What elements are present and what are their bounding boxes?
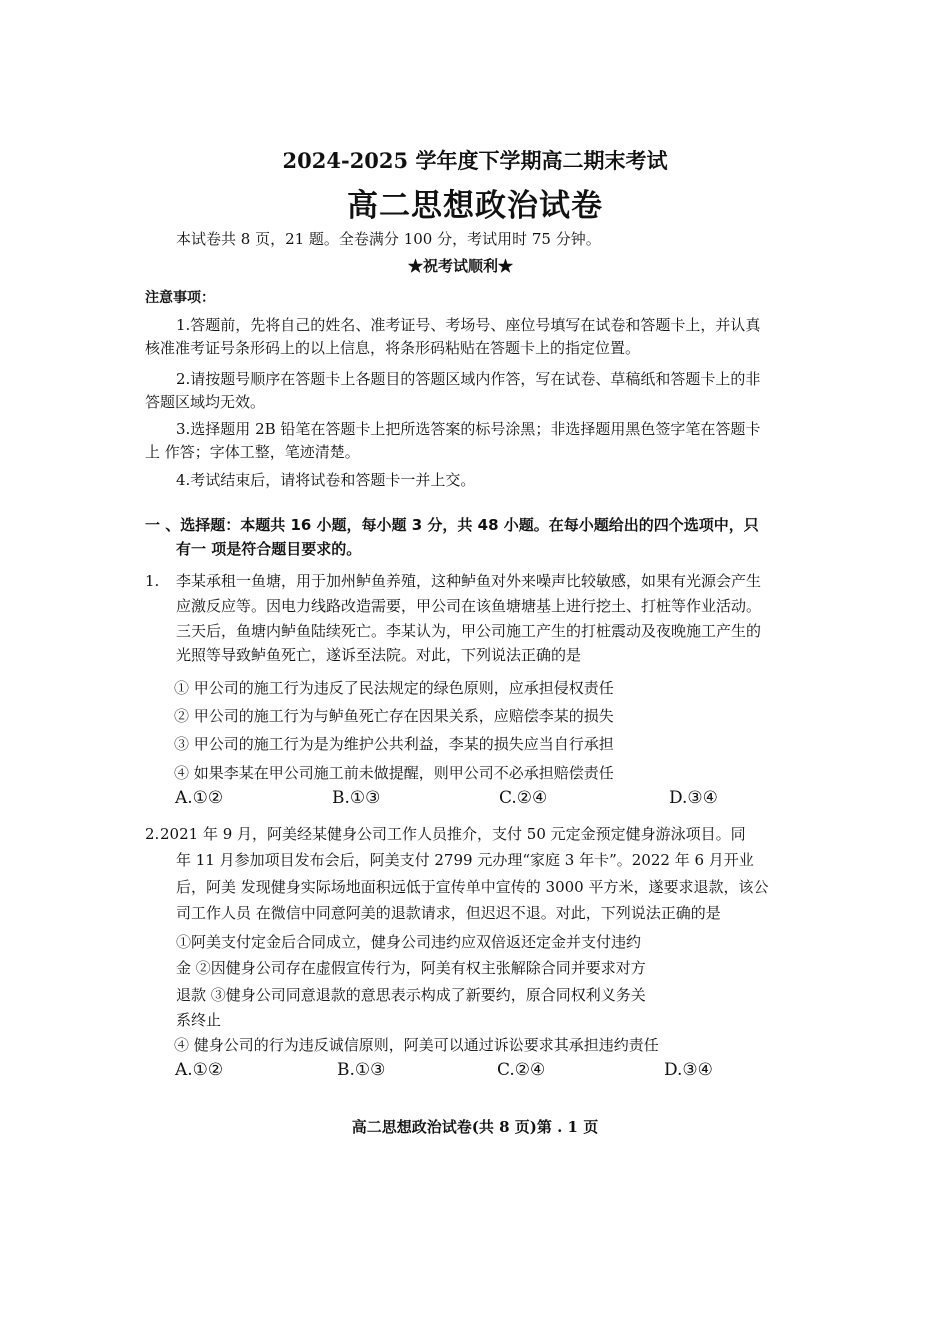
- notice-item-1-line-1: 1.答题前，先将自己的姓名、准考证号、考场号、座位号填写在试卷和答题卡上，并认真: [176, 316, 761, 334]
- section-heading-line-1: 一 、选择题：本题共 16 小题，每小题 3 分，共 48 小题。在每小题给出的四个选项中，只: [145, 516, 759, 534]
- question-2-stem-line-3: 后，阿美 发现健身实际场地面积远低于宣传单中宣传的 3000 平方米，遂要求退款，该公: [176, 878, 769, 896]
- notice-item-1-line-2: 核准准考证号条形码上的以上信息，将条形码粘贴在答题卡上的指定位置。: [145, 339, 641, 357]
- question-2-option-d: D.③④: [664, 1060, 713, 1080]
- exam-info: 本试卷共 8 页，21 题。全卷满分 100 分，考试用时 75 分钟。: [176, 230, 601, 248]
- notice-item-2-line-2: 答题区域均无效。: [145, 393, 266, 411]
- question-2-stem-line-1: 2.: [145, 825, 160, 843]
- question-1-option-d: D.③④: [669, 788, 718, 808]
- question-1-stem-line-3: 三天后，鱼塘内鲈鱼陆续死亡。李某认为，甲公司施工产生的打桩震动及夜晚施工产生的: [176, 622, 762, 640]
- question-2-statement-5: ④ 健身公司的行为违反诚信原则，阿美可以通过诉讼要求其承担违约责任: [174, 1036, 659, 1054]
- question-2-statement-4: 系终止: [176, 1011, 222, 1029]
- question-1-statement-4: ④ 如果李某在甲公司施工前未做提醒，则甲公司不必承担赔偿责任: [174, 764, 614, 782]
- question-1-statement-1: ① 甲公司的施工行为违反了民法规定的绿色原则，应承担侵权责任: [174, 679, 614, 697]
- question-1-number: 1.: [145, 572, 160, 590]
- question-1-statement-3: ③ 甲公司的施工行为是为维护公共利益，李某的损失应当自行承担: [174, 735, 614, 753]
- page-footer: 高二思想政治试卷(共 8 页)第 . 1 页: [351, 1118, 599, 1136]
- question-2-option-b: B.①③: [337, 1060, 386, 1080]
- question-2-option-c: C.②④: [497, 1060, 546, 1080]
- question-1-statement-2: ② 甲公司的施工行为与鲈鱼死亡存在因果关系，应赔偿李某的损失: [174, 707, 614, 725]
- question-1-stem-line-4: 光照等导致鲈鱼死亡，遂诉至法院。对此，下列说法正确的是: [176, 646, 582, 664]
- question-2-option-a: A.①②: [175, 1060, 224, 1080]
- exam-title: 2024-2025 学年度下学期高二期末考试: [282, 148, 668, 173]
- question-2-stem-line-2: 年 11 月参加项目发布会后，阿美支付 2799 元办理“家庭 3 年卡”。2022 年 6 月开业: [176, 851, 754, 869]
- question-1-stem-line-1: 李某承租一鱼塘，用于加州鲈鱼养殖，这种鲈鱼对外来噪声比较敏感，如果有光源会产生: [176, 572, 762, 590]
- question-2-stem-line-1-text: 2021 年 9 月，阿美经某健身公司工作人员推介，支付 50 元定金预定健身游泳项目。同: [160, 825, 746, 843]
- question-2-statement-3: 退款 ③健身公司同意退款的意思表示构成了新要约，原合同权利义务关: [176, 986, 646, 1004]
- question-2-statement-1: ①阿美支付定金后合同成立，健身公司违约应双倍返还定金并支付违约: [176, 933, 642, 951]
- notice-item-3-line-2: 上 作答；字体工整，笔迹清楚。: [145, 443, 360, 461]
- notice-heading: 注意事项：: [145, 290, 215, 306]
- question-2-stem-line-4: 司工作人员 在微信中同意阿美的退款请求，但迟迟不退。对此，下列说法正确的是: [176, 904, 721, 922]
- section-heading-line-2: 有一 项是符合题目要求的。: [176, 540, 362, 558]
- exam-wish: ★祝考试顺利★: [408, 257, 514, 275]
- question-1-option-c: C.②④: [499, 788, 548, 808]
- question-1-option-b: B.①③: [332, 788, 381, 808]
- question-1-option-a: A.①②: [175, 788, 224, 808]
- notice-item-2-line-1: 2.请按题号顺序在答题卡上各题目的答题区域内作答，写在试卷、草稿纸和答题卡上的非: [176, 370, 761, 388]
- exam-subtitle: 高二思想政治试卷: [347, 188, 603, 224]
- question-2-statement-2: 金 ②因健身公司存在虚假宣传行为，阿美有权主张解除合同并要求对方: [176, 959, 646, 977]
- notice-item-4: 4.考试结束后，请将试卷和答题卡一并上交。: [176, 471, 476, 489]
- question-1-stem-line-2: 应激反应等。因电力线路改造需要，甲公司在该鱼塘塘基上进行挖土、打桩等作业活动。: [176, 597, 762, 615]
- notice-item-3-line-1: 3.选择题用 2B 铅笔在答题卡上把所选答案的标号涂黑；非选择题用黑色签字笔在答题卡: [176, 420, 761, 438]
